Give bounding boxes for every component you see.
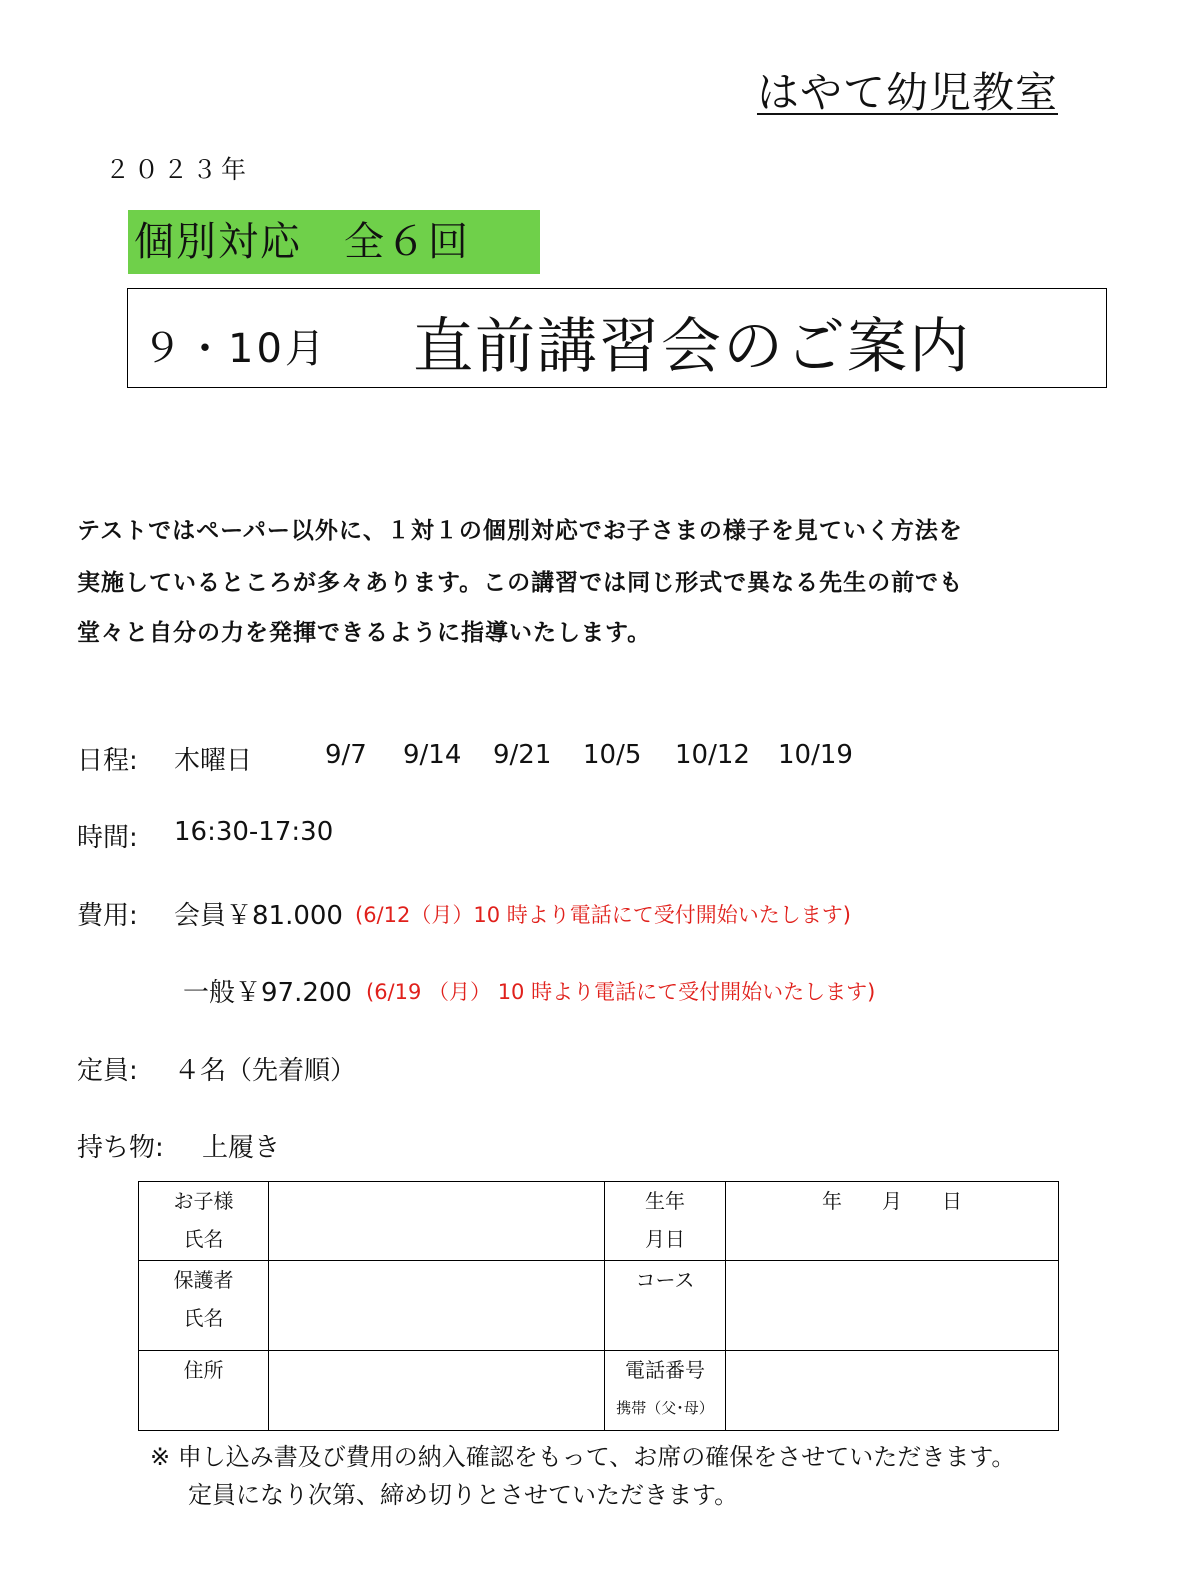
date-2: 9/14 bbox=[403, 740, 462, 770]
child-label-line-2: 氏名 bbox=[183, 1227, 224, 1251]
fee-general: 一般￥97.200 bbox=[183, 978, 352, 1008]
address-label-text: 住所 bbox=[183, 1358, 224, 1382]
capacity-row bbox=[77, 1050, 677, 1090]
items-row bbox=[77, 1127, 677, 1167]
child-label-line-1: お子様 bbox=[173, 1189, 234, 1213]
capacity-label: 定員: bbox=[77, 1056, 138, 1086]
note-line-1: ※ 申し込み書及び費用の納入確認をもって、お席の確保をさせていただきます。 bbox=[150, 1443, 1016, 1471]
course-badge: 個別対応 全６回 bbox=[128, 210, 540, 274]
phone-label-text: 電話番号 bbox=[625, 1358, 705, 1382]
intro-line-3: 堂々と自分の力を発揮できるように指導いたします。 bbox=[77, 620, 652, 646]
date-6: 10/19 bbox=[778, 740, 853, 770]
page-title: 直前講習会のご案内 bbox=[413, 312, 971, 382]
form-row-address bbox=[139, 1351, 1059, 1431]
capacity-value: ４名（先着順） bbox=[174, 1056, 357, 1086]
fee-member-row bbox=[77, 895, 1077, 935]
course-label bbox=[605, 1261, 726, 1351]
time-value: 16:30-17:30 bbox=[174, 817, 334, 847]
course-label-text: コース bbox=[635, 1268, 695, 1292]
birthdate-field[interactable] bbox=[726, 1182, 1059, 1261]
date-1: 9/7 bbox=[325, 740, 367, 770]
school-name: はやて幼児教室 bbox=[756, 68, 1058, 117]
application-form bbox=[138, 1181, 1059, 1431]
time-label: 時間: bbox=[77, 823, 138, 853]
phone-label bbox=[605, 1351, 726, 1431]
course-field[interactable] bbox=[726, 1261, 1059, 1351]
schedule-row bbox=[77, 740, 1077, 780]
schedule-day: 木曜日 bbox=[174, 746, 253, 776]
fee-general-note: (6/19 （月） 10 時より電話にて受付開始いたします) bbox=[366, 980, 876, 1004]
date-4: 10/5 bbox=[583, 740, 642, 770]
address-field[interactable] bbox=[269, 1351, 605, 1431]
intro-line-2: 実施しているところが多々あります。この講習では同じ形式で異なる先生の前でも bbox=[77, 570, 964, 596]
child-name-field[interactable] bbox=[269, 1182, 605, 1261]
phone-sub-label: 携帯（父･母） bbox=[616, 1399, 714, 1417]
items-label: 持ち物: bbox=[77, 1133, 164, 1163]
title-box bbox=[127, 288, 1107, 388]
schedule-label: 日程: bbox=[77, 746, 138, 776]
items-value: 上履き bbox=[202, 1133, 281, 1163]
guardian-label-line-1: 保護者 bbox=[173, 1268, 234, 1292]
note-line-2: 定員になり次第、締め切りとさせていただきます。 bbox=[188, 1481, 739, 1509]
fee-member-note: (6/12（月）10 時より電話にて受付開始いたします) bbox=[355, 903, 851, 927]
guardian-label-line-2: 氏名 bbox=[183, 1306, 224, 1330]
title-month: ９・10月 bbox=[142, 326, 328, 372]
birthdate-placeholder: 年 月 日 bbox=[822, 1189, 962, 1213]
form-row-guardian bbox=[139, 1261, 1059, 1351]
phone-field[interactable] bbox=[726, 1351, 1059, 1431]
form-row-child bbox=[139, 1182, 1059, 1261]
intro-line-1: テストではペーパー以外に、１対１の個別対応でお子さまの様子を見ていく方法を bbox=[77, 518, 963, 544]
date-3: 9/21 bbox=[493, 740, 552, 770]
address-label bbox=[139, 1351, 269, 1431]
birth-label-line-1: 生年 bbox=[645, 1189, 685, 1213]
guardian-name-label bbox=[139, 1261, 269, 1351]
child-name-label bbox=[139, 1182, 269, 1261]
time-row bbox=[77, 817, 677, 857]
fee-label: 費用: bbox=[77, 901, 138, 931]
year: ２０２３年 bbox=[105, 155, 251, 184]
fee-general-row bbox=[77, 972, 1077, 1012]
birth-label-line-2: 月日 bbox=[645, 1227, 685, 1251]
birthdate-label bbox=[605, 1182, 726, 1261]
date-5: 10/12 bbox=[675, 740, 750, 770]
fee-member: 会員￥81.000 bbox=[174, 901, 343, 931]
guardian-name-field[interactable] bbox=[269, 1261, 605, 1351]
